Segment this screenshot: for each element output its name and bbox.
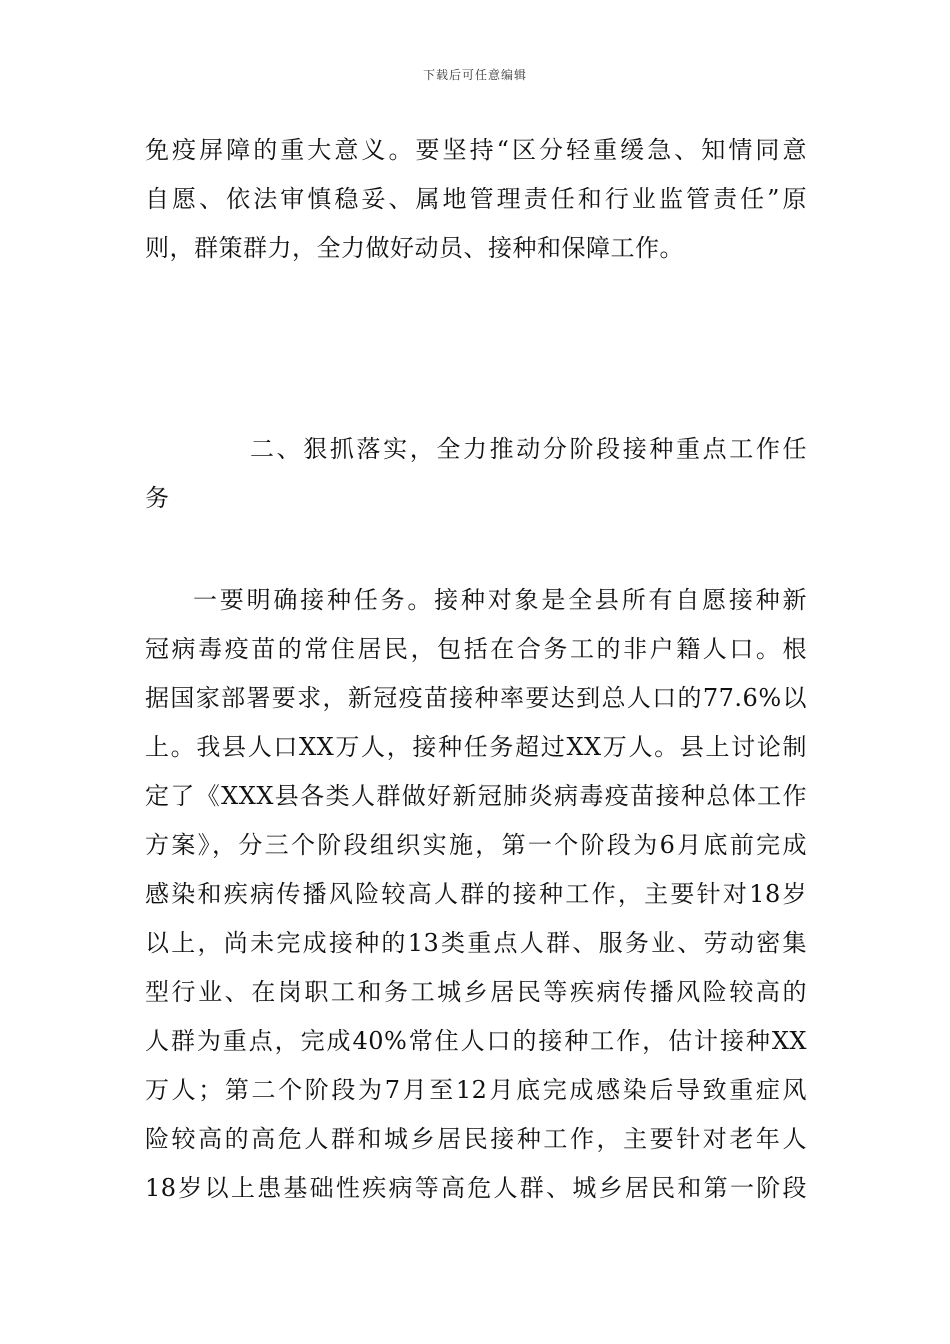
heading-line: 二、狠抓落实，全力推动分阶段接种重点工作任 [250, 435, 807, 463]
text-line: 上。我县人口XX万人，接种任务超过XX万人。县上讨论制 [145, 733, 807, 761]
text-line: 万人；第二个阶段为7月至12月底完成感染后导致重症风 [145, 1076, 807, 1104]
text-line: 冠病毒疫苗的常住居民，包括在合务工的非户籍人口。根 [145, 635, 807, 663]
text-line: 免疫屏障的重大意义。要坚持“区分轻重缓急、知情同意 [145, 136, 807, 164]
page-header-note: 下载后可任意编辑 [422, 68, 527, 82]
text-line: 人群为重点，完成40%常住人口的接种工作，估计接种XX [145, 1027, 807, 1055]
text-line: 据国家部署要求，新冠疫苗接种率要达到总人口的77.6%以 [145, 684, 807, 712]
text-line: 以上，尚未完成接种的13类重点人群、服务业、劳动密集 [145, 929, 807, 957]
text-line: 方案》，分三个阶段组织实施，第一个阶段为6月底前完成 [145, 831, 807, 859]
text-line: 险较高的高危人群和城乡居民接种工作，主要针对老年人 [145, 1125, 807, 1153]
text-line: 型行业、在岗职工和务工城乡居民等疾病传播风险较高的 [145, 978, 807, 1006]
text-line: 一要明确接种任务。接种对象是全县所有自愿接种新 [193, 586, 807, 614]
text-line: 自愿、依法审慎稳妥、属地管理责任和行业监管责任”原 [145, 185, 807, 213]
text-line: 则，群策群力，全力做好动员、接种和保障工作。 [145, 234, 684, 262]
heading-line: 务 [145, 484, 170, 512]
text-line: 18岁以上患基础性疾病等高危人群、城乡居民和第一阶段 [145, 1174, 807, 1202]
text-line: 定了《XXX县各类人群做好新冠肺炎病毒疫苗接种总体工作 [145, 782, 807, 810]
text-line: 感染和疾病传播风险较高人群的接种工作，主要针对18岁 [145, 880, 807, 908]
